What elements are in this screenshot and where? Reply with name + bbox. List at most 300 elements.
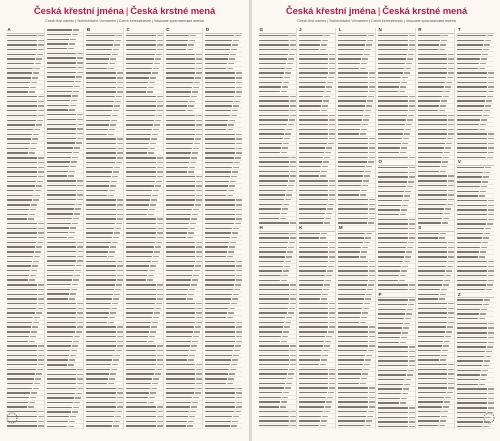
date-placeholder bbox=[369, 152, 375, 153]
name-placeholder bbox=[166, 190, 196, 191]
name-placeholder bbox=[126, 72, 151, 73]
date-placeholder bbox=[323, 289, 329, 290]
date-placeholder bbox=[196, 115, 202, 116]
date-placeholder bbox=[117, 388, 123, 389]
name-placeholder bbox=[418, 345, 442, 346]
name-placeholder bbox=[299, 350, 322, 351]
name-placeholder bbox=[86, 298, 112, 299]
name-placeholder bbox=[166, 120, 196, 121]
date-placeholder bbox=[366, 105, 372, 106]
name-placeholder bbox=[259, 119, 288, 120]
name-placeholder bbox=[47, 227, 70, 228]
name-placeholder bbox=[166, 326, 195, 327]
name-placeholder bbox=[299, 35, 323, 36]
date-placeholder bbox=[231, 237, 237, 238]
date-placeholder bbox=[196, 312, 202, 313]
name-placeholder bbox=[457, 299, 482, 300]
date-placeholder bbox=[194, 82, 200, 83]
name-placeholder bbox=[166, 143, 194, 144]
date-placeholder bbox=[325, 280, 331, 281]
date-placeholder bbox=[157, 223, 163, 224]
date-placeholder bbox=[74, 86, 80, 87]
date-placeholder bbox=[402, 77, 408, 78]
date-placeholder bbox=[442, 411, 448, 412]
name-placeholder bbox=[299, 180, 329, 181]
date-placeholder bbox=[360, 133, 366, 134]
name-placeholder bbox=[378, 284, 408, 285]
name-placeholder bbox=[86, 138, 116, 139]
date-placeholder bbox=[405, 256, 411, 257]
date-placeholder bbox=[70, 227, 76, 228]
date-placeholder bbox=[283, 331, 289, 332]
date-placeholder bbox=[38, 284, 44, 285]
date-placeholder bbox=[329, 138, 335, 139]
date-placeholder bbox=[157, 157, 163, 158]
date-placeholder bbox=[488, 152, 494, 153]
name-placeholder bbox=[299, 247, 329, 248]
date-placeholder bbox=[115, 101, 121, 102]
date-placeholder bbox=[73, 91, 79, 92]
date-placeholder bbox=[228, 312, 234, 313]
date-placeholder bbox=[321, 110, 327, 111]
name-entry-row bbox=[418, 424, 455, 429]
name-placeholder bbox=[259, 213, 280, 214]
name-placeholder bbox=[457, 370, 480, 371]
name-placeholder bbox=[166, 317, 196, 318]
date-placeholder bbox=[281, 280, 287, 281]
name-placeholder bbox=[299, 298, 320, 299]
name-placeholder bbox=[166, 87, 192, 88]
date-placeholder bbox=[38, 355, 44, 356]
letter-heading-text: T bbox=[457, 28, 461, 32]
date-placeholder bbox=[157, 105, 163, 106]
date-placeholder bbox=[362, 312, 368, 313]
name-placeholder bbox=[299, 166, 321, 167]
date-placeholder bbox=[77, 67, 83, 68]
name-placeholder bbox=[86, 261, 116, 262]
name-placeholder bbox=[259, 355, 289, 356]
name-placeholder bbox=[126, 171, 156, 172]
name-placeholder bbox=[86, 171, 112, 172]
name-placeholder bbox=[457, 49, 482, 50]
name-placeholder bbox=[86, 195, 107, 196]
name-placeholder bbox=[418, 416, 440, 417]
date-placeholder bbox=[108, 322, 114, 323]
name-placeholder bbox=[378, 280, 398, 281]
date-placeholder bbox=[329, 63, 335, 64]
name-placeholder bbox=[126, 242, 155, 243]
name-placeholder bbox=[457, 124, 479, 125]
date-placeholder bbox=[488, 342, 494, 343]
name-placeholder bbox=[7, 228, 37, 229]
date-placeholder bbox=[77, 246, 83, 247]
date-placeholder bbox=[117, 261, 123, 262]
name-placeholder bbox=[338, 115, 363, 116]
date-placeholder bbox=[73, 152, 79, 153]
date-placeholder bbox=[117, 148, 123, 149]
date-placeholder bbox=[38, 237, 44, 238]
date-placeholder bbox=[409, 407, 415, 408]
date-placeholder bbox=[448, 247, 454, 248]
name-placeholder bbox=[378, 35, 408, 36]
date-placeholder bbox=[192, 152, 198, 153]
name-placeholder bbox=[205, 378, 226, 379]
date-placeholder bbox=[157, 355, 163, 356]
name-placeholder bbox=[47, 213, 73, 214]
name-placeholder bbox=[86, 68, 107, 69]
name-placeholder bbox=[418, 251, 448, 252]
name-placeholder bbox=[47, 133, 77, 134]
date-placeholder bbox=[157, 218, 163, 219]
name-placeholder bbox=[259, 336, 281, 337]
name-placeholder bbox=[457, 237, 482, 238]
date-placeholder bbox=[196, 68, 202, 69]
date-placeholder bbox=[283, 270, 289, 271]
date-placeholder bbox=[34, 68, 40, 69]
name-placeholder bbox=[166, 105, 188, 106]
date-placeholder bbox=[329, 317, 335, 318]
name-placeholder bbox=[338, 157, 367, 158]
date-placeholder bbox=[362, 185, 368, 186]
name-placeholder bbox=[47, 411, 71, 412]
date-placeholder bbox=[404, 323, 410, 324]
name-placeholder bbox=[299, 115, 329, 116]
date-placeholder bbox=[282, 208, 288, 209]
name-placeholder bbox=[457, 172, 483, 173]
names-column bbox=[205, 28, 242, 429]
name-placeholder bbox=[126, 312, 153, 313]
name-placeholder bbox=[418, 138, 447, 139]
name-placeholder bbox=[259, 35, 289, 36]
name-placeholder bbox=[126, 397, 148, 398]
date-placeholder bbox=[38, 350, 44, 351]
name-placeholder bbox=[338, 401, 368, 402]
name-placeholder bbox=[86, 124, 108, 125]
date-placeholder bbox=[154, 63, 160, 64]
date-placeholder bbox=[157, 176, 163, 177]
date-placeholder bbox=[77, 322, 83, 323]
date-placeholder bbox=[399, 280, 405, 281]
date-placeholder bbox=[38, 294, 44, 295]
name-placeholder bbox=[338, 82, 368, 83]
date-placeholder bbox=[77, 185, 83, 186]
name-placeholder bbox=[457, 247, 480, 248]
date-placeholder bbox=[326, 336, 332, 337]
date-placeholder bbox=[441, 289, 447, 290]
date-placeholder bbox=[230, 54, 236, 55]
name-placeholder bbox=[7, 373, 35, 374]
date-placeholder bbox=[440, 233, 446, 234]
date-placeholder bbox=[72, 284, 78, 285]
date-placeholder bbox=[33, 72, 39, 73]
name-placeholder bbox=[299, 336, 326, 337]
date-placeholder bbox=[153, 190, 159, 191]
name-placeholder bbox=[378, 77, 401, 78]
date-placeholder bbox=[488, 77, 494, 78]
date-placeholder bbox=[402, 143, 408, 144]
name-placeholder bbox=[205, 91, 235, 92]
name-placeholder bbox=[166, 49, 186, 50]
date-placeholder bbox=[196, 195, 202, 196]
name-placeholder bbox=[205, 284, 234, 285]
date-placeholder bbox=[147, 91, 153, 92]
name-placeholder bbox=[299, 317, 329, 318]
date-placeholder bbox=[38, 359, 44, 360]
name-placeholder bbox=[86, 378, 108, 379]
date-placeholder bbox=[38, 96, 44, 97]
date-placeholder bbox=[405, 318, 411, 319]
name-placeholder bbox=[299, 341, 325, 342]
date-placeholder bbox=[232, 232, 238, 233]
name-placeholder bbox=[86, 411, 115, 412]
date-placeholder bbox=[236, 82, 242, 83]
date-placeholder bbox=[369, 147, 375, 148]
name-placeholder bbox=[418, 105, 440, 106]
date-placeholder bbox=[369, 401, 375, 402]
name-placeholder bbox=[7, 157, 37, 158]
date-placeholder bbox=[483, 237, 489, 238]
name-placeholder bbox=[457, 219, 486, 220]
letter-heading-text: R bbox=[418, 28, 422, 32]
name-placeholder bbox=[86, 294, 113, 295]
date-placeholder bbox=[401, 209, 407, 210]
date-placeholder bbox=[321, 298, 327, 299]
name-placeholder bbox=[418, 204, 446, 205]
date-placeholder bbox=[403, 327, 409, 328]
name-placeholder bbox=[338, 411, 367, 412]
date-placeholder bbox=[117, 199, 123, 200]
date-placeholder bbox=[235, 411, 241, 412]
name-placeholder bbox=[299, 199, 328, 200]
name-placeholder bbox=[47, 331, 75, 332]
name-placeholder bbox=[299, 261, 329, 262]
date-placeholder bbox=[482, 181, 488, 182]
name-placeholder bbox=[205, 134, 235, 135]
name-placeholder bbox=[457, 129, 478, 130]
name-placeholder bbox=[299, 373, 329, 374]
name-placeholder bbox=[338, 261, 368, 262]
date-placeholder bbox=[156, 54, 162, 55]
date-placeholder bbox=[188, 294, 194, 295]
date-placeholder bbox=[328, 77, 334, 78]
date-placeholder bbox=[77, 194, 83, 195]
date-placeholder bbox=[446, 270, 452, 271]
date-placeholder bbox=[235, 284, 241, 285]
date-placeholder bbox=[287, 251, 293, 252]
name-placeholder bbox=[457, 133, 487, 134]
name-placeholder bbox=[86, 218, 116, 219]
name-placeholder bbox=[457, 223, 485, 224]
date-placeholder bbox=[288, 247, 294, 248]
date-placeholder bbox=[231, 115, 237, 116]
name-placeholder bbox=[259, 401, 280, 402]
date-placeholder bbox=[192, 402, 198, 403]
name-placeholder bbox=[166, 331, 194, 332]
name-placeholder bbox=[378, 54, 407, 55]
name-placeholder bbox=[166, 242, 196, 243]
date-placeholder bbox=[193, 148, 199, 149]
name-placeholder bbox=[418, 392, 446, 393]
date-placeholder bbox=[324, 345, 330, 346]
name-placeholder bbox=[378, 318, 404, 319]
date-placeholder bbox=[406, 313, 412, 314]
name-placeholder bbox=[47, 29, 72, 30]
name-placeholder bbox=[86, 350, 114, 351]
name-placeholder bbox=[7, 77, 31, 78]
date-placeholder bbox=[488, 266, 494, 267]
date-placeholder bbox=[149, 270, 155, 271]
name-placeholder bbox=[166, 129, 196, 130]
date-placeholder bbox=[76, 142, 82, 143]
name-placeholder bbox=[86, 336, 116, 337]
name-placeholder bbox=[418, 280, 443, 281]
date-placeholder bbox=[408, 181, 414, 182]
date-placeholder bbox=[190, 35, 196, 36]
name-placeholder bbox=[126, 167, 156, 168]
date-placeholder bbox=[290, 110, 296, 111]
name-placeholder bbox=[86, 157, 115, 158]
date-placeholder bbox=[409, 110, 415, 111]
name-placeholder bbox=[259, 359, 289, 360]
date-placeholder bbox=[287, 63, 293, 64]
name-placeholder bbox=[47, 359, 68, 360]
date-placeholder bbox=[448, 383, 454, 384]
date-placeholder bbox=[35, 63, 41, 64]
date-placeholder bbox=[486, 289, 492, 290]
name-placeholder bbox=[457, 157, 486, 158]
date-placeholder bbox=[110, 124, 116, 125]
date-placeholder bbox=[38, 298, 44, 299]
date-placeholder bbox=[329, 115, 335, 116]
date-placeholder bbox=[444, 401, 450, 402]
date-placeholder bbox=[157, 101, 163, 102]
date-placeholder bbox=[485, 105, 491, 106]
date-placeholder bbox=[194, 331, 200, 332]
name-placeholder bbox=[299, 331, 327, 332]
date-placeholder bbox=[479, 195, 485, 196]
date-placeholder bbox=[483, 115, 489, 116]
name-placeholder bbox=[259, 77, 283, 78]
date-placeholder bbox=[369, 82, 375, 83]
name-placeholder bbox=[86, 44, 112, 45]
name-placeholder bbox=[166, 138, 195, 139]
date-placeholder bbox=[441, 166, 447, 167]
name-placeholder bbox=[418, 190, 448, 191]
date-placeholder bbox=[440, 44, 446, 45]
date-placeholder bbox=[287, 190, 293, 191]
date-placeholder bbox=[72, 95, 78, 96]
name-placeholder bbox=[166, 298, 187, 299]
date-placeholder bbox=[289, 369, 295, 370]
date-placeholder bbox=[34, 383, 40, 384]
right-page-title bbox=[252, 6, 500, 17]
name-placeholder bbox=[418, 322, 448, 323]
name-placeholder bbox=[7, 275, 29, 276]
name-placeholder bbox=[7, 72, 32, 73]
date-placeholder bbox=[77, 199, 83, 200]
name-placeholder bbox=[47, 246, 77, 247]
date-placeholder bbox=[114, 294, 120, 295]
date-placeholder bbox=[29, 152, 35, 153]
name-placeholder bbox=[259, 289, 289, 290]
date-placeholder bbox=[285, 322, 291, 323]
date-placeholder bbox=[282, 336, 288, 337]
date-placeholder bbox=[290, 171, 296, 172]
date-placeholder bbox=[116, 411, 122, 412]
name-placeholder bbox=[338, 406, 368, 407]
name-placeholder bbox=[47, 175, 67, 176]
name-placeholder bbox=[378, 251, 405, 252]
name-placeholder bbox=[418, 213, 444, 214]
name-placeholder bbox=[299, 175, 319, 176]
date-placeholder bbox=[404, 384, 410, 385]
name-placeholder bbox=[259, 124, 287, 125]
date-placeholder bbox=[365, 171, 371, 172]
date-placeholder bbox=[196, 369, 202, 370]
date-placeholder bbox=[117, 397, 123, 398]
name-placeholder bbox=[166, 373, 196, 374]
date-placeholder bbox=[195, 392, 201, 393]
name-placeholder bbox=[205, 322, 235, 323]
name-placeholder bbox=[418, 194, 448, 195]
name-placeholder bbox=[378, 191, 404, 192]
name-placeholder bbox=[299, 77, 328, 78]
name-placeholder bbox=[7, 350, 37, 351]
date-placeholder bbox=[290, 345, 296, 346]
date-placeholder bbox=[111, 369, 117, 370]
letter-heading-text: K bbox=[299, 224, 303, 230]
date-placeholder bbox=[236, 341, 242, 342]
date-placeholder bbox=[29, 214, 35, 215]
date-placeholder bbox=[110, 185, 116, 186]
date-placeholder bbox=[157, 421, 163, 422]
date-placeholder bbox=[488, 337, 494, 338]
name-placeholder bbox=[7, 35, 37, 36]
date-placeholder bbox=[488, 402, 494, 403]
date-placeholder bbox=[31, 392, 37, 393]
name-placeholder bbox=[299, 289, 322, 290]
date-placeholder bbox=[32, 138, 38, 139]
name-placeholder bbox=[259, 68, 285, 69]
name-placeholder bbox=[338, 256, 359, 257]
name-placeholder bbox=[338, 91, 368, 92]
name-placeholder bbox=[338, 105, 365, 106]
date-placeholder bbox=[155, 185, 161, 186]
date-placeholder bbox=[36, 185, 42, 186]
date-placeholder bbox=[441, 416, 447, 417]
name-placeholder bbox=[457, 384, 477, 385]
date-placeholder bbox=[448, 303, 454, 304]
name-placeholder bbox=[378, 119, 406, 120]
date-placeholder bbox=[196, 261, 202, 262]
date-placeholder bbox=[409, 351, 415, 352]
date-placeholder bbox=[38, 364, 44, 365]
date-placeholder bbox=[448, 194, 454, 195]
name-placeholder bbox=[299, 275, 325, 276]
name-placeholder bbox=[378, 407, 408, 408]
date-placeholder bbox=[439, 425, 445, 426]
name-placeholder bbox=[378, 370, 407, 371]
name-placeholder bbox=[166, 44, 187, 45]
name-placeholder bbox=[259, 420, 289, 421]
date-placeholder bbox=[329, 247, 335, 248]
name-placeholder bbox=[205, 44, 231, 45]
date-placeholder bbox=[368, 350, 374, 351]
date-placeholder bbox=[483, 176, 489, 177]
left-title-sk: Česká krstné mená bbox=[130, 6, 216, 17]
name-placeholder bbox=[418, 233, 439, 234]
name-placeholder bbox=[126, 54, 155, 55]
